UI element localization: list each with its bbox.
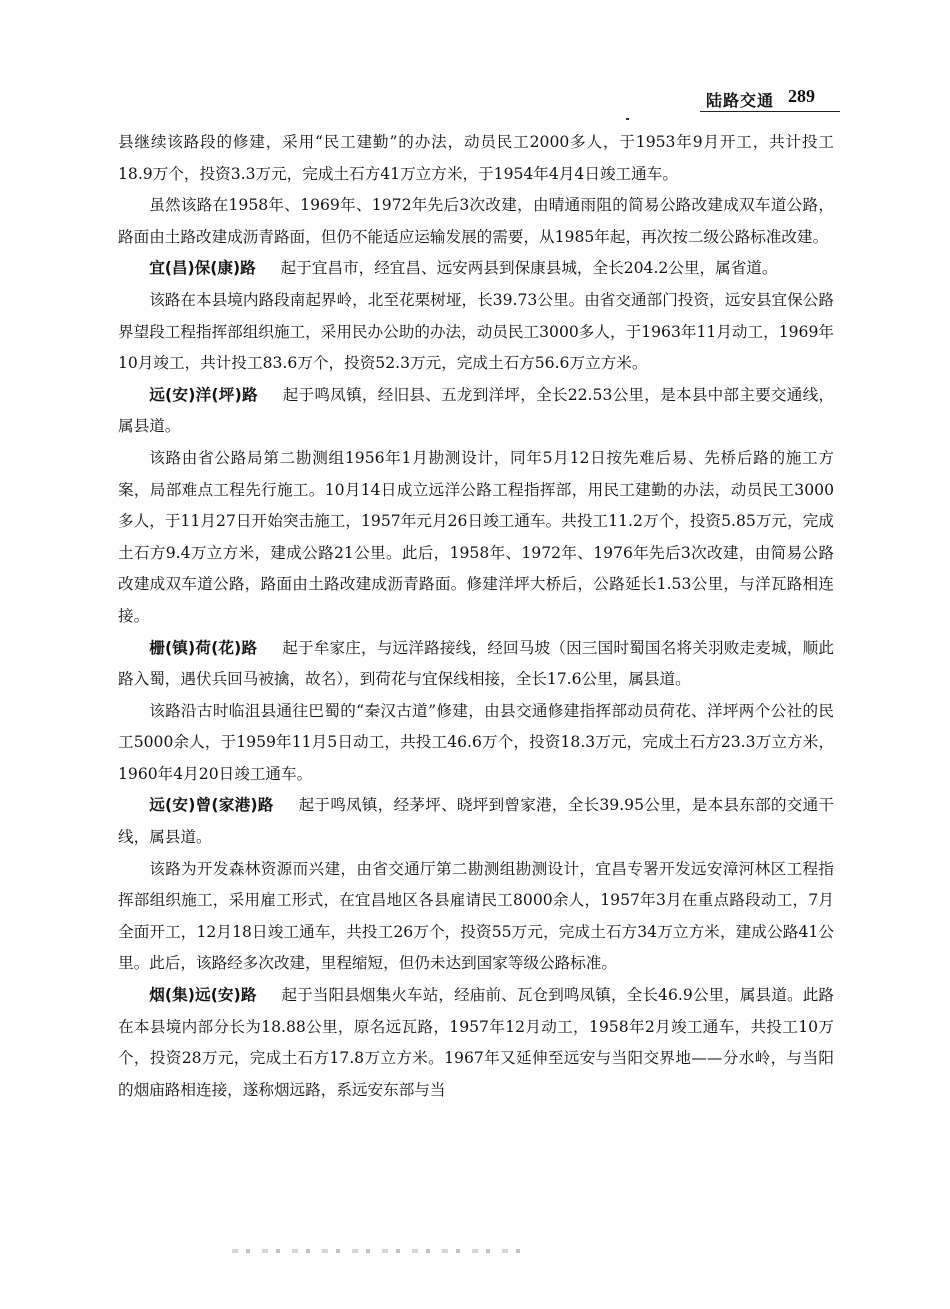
paragraph-6 — [118, 443, 834, 633]
road-name: 远(安)曾(家港)路 — [149, 796, 274, 815]
paragraph-text: 起于宜昌市，经宜昌、远安两县到保康县城，全长204.2公里，属省道。 — [280, 259, 778, 278]
page-number: 289 — [788, 86, 815, 106]
road-name: 远(安)洋(坪)路 — [149, 385, 258, 404]
paragraph-text: 该路由省公路局第二勘测组1956年1月勘测设计，同年5月12日按先难后易、先桥后路的施工方案，局部难点工程先行施工。10月14日成立远洋公路工程指挥部，用民工建勤的办法，动员民工3000多人，于11月27日开始突击施工，1957年元月26日竣工通车。共投工11.2万个，投资5.85万元，完成土石方9.4万立方米，建成公路21公里。此后，1958年、1972年、1976年先后3次改建，由简易公路改建成双车道公路，路面由土路改建成沥青路面。修建洋坪大桥后，公路延长1.53公里，与洋瓦路相连接。 — [118, 448, 834, 625]
paragraph-text: 虽然该路在1958年、1969年、1972年先后3次改建，由晴通雨阻的简易公路改建成双车道公路，路面由土路改建成沥青路面，但仍不能适应运输发展的需要，从1985年起，再次按二级公路标准改建。 — [118, 196, 834, 246]
paragraph-3 — [118, 253, 834, 285]
paragraph-11 — [118, 980, 834, 1106]
paragraph-text: 起于当阳县烟集火车站，经庙前、瓦仓到鸣凤镇，全长46.9公里，属县道。此路在本县境内部分长为18.88公里，原名远瓦路，1957年12月动工，1958年2月竣工通车，共投工10万个，投资28万元，完成土石方17.8万立方米。1967年又延伸至远安与当阳交界地——分水岭，与当阳的烟庙路相连接，遂称烟远路，系远安东部与当 — [118, 986, 834, 1099]
scan-speck — [626, 118, 629, 120]
running-header — [0, 84, 950, 114]
paragraph-2 — [118, 190, 834, 253]
paragraph-text: 该路为开发森林资源而兴建，由省交通厅第二勘测组勘测设计，宜昌专署开发远安漳河林区工程指挥部组织施工，采用雇工形式，在宜昌地区各县雇请民工8000余人，1957年3月在重点路段动工，7月全面开工，12月18日竣工通车，共投工26万个，投资55万元，完成土石方34万立方米，建成公路41公里。此后，该路经多次改建，里程缩短，但仍未达到国家等级公路标准。 — [118, 859, 834, 973]
road-name: 烟(集)远(安)路 — [149, 986, 257, 1005]
paragraph-4 — [118, 285, 834, 380]
paragraph-text: 起于鸣凤镇，经旧县、五龙到洋坪，全长22.53公里，是本县中部主要交通线，属县道。 — [118, 385, 834, 436]
paragraph-5 — [118, 380, 834, 443]
section-title: 陆路交通 — [706, 91, 775, 110]
paragraph-9 — [118, 790, 834, 853]
paragraph-text: 起于牟家庄，与远洋路接线，经回马坡（因三国时蜀国名将关羽败走麦城，顺此路入蜀，遇伏兵回马被擒，故名），到荷花与宜保线相接，全长17.6公里，属县道。 — [118, 638, 834, 689]
paragraph-8 — [118, 696, 834, 791]
road-name: 宜(昌)保(康)路 — [149, 259, 256, 278]
paragraph-text: 该路沿古时临沮县通往巴蜀的“秦汉古道”修建，由县交通修建指挥部动员荷花、洋坪两个公社的民工5000余人，于1959年11月5日动工，共投工46.6万个，投资18.3万元，完成土石方23.3万立方米，1960年4月20日竣工通车。 — [118, 701, 834, 783]
page-body — [118, 127, 834, 1106]
header-rule — [700, 111, 840, 112]
road-name: 栅(镇)荷(花)路 — [149, 638, 258, 657]
paragraph-text: 县继续该路段的修建，采用“民工建勤”的办法，动员民工2000多人，于1953年9月开工，共计投工18.9万个，投资3.3万元，完成土石方41万立方米，于1954年4月4日竣工通车。 — [118, 133, 834, 183]
paragraph-7 — [118, 633, 834, 696]
paragraph-10 — [118, 854, 834, 980]
paragraph-text: 起于鸣凤镇，经茅坪、晓坪到曾家港，全长39.95公里，是本县东部的交通干线，属县道。 — [118, 796, 834, 847]
paragraph-text: 该路在本县境内路段南起界岭，北至花栗树垭，长39.73公里。由省交通部门投资，远安县宜保公路界望段工程指挥部组织施工，采用民办公助的办法，动员民工3000多人，于1963年11月动工，1969年10月竣工，共计投工83.6万个，投资52.3万元，完成土石方56.6万立方米。 — [118, 290, 834, 373]
paragraph-1 — [118, 127, 834, 190]
scan-footer-noise — [232, 1249, 532, 1253]
